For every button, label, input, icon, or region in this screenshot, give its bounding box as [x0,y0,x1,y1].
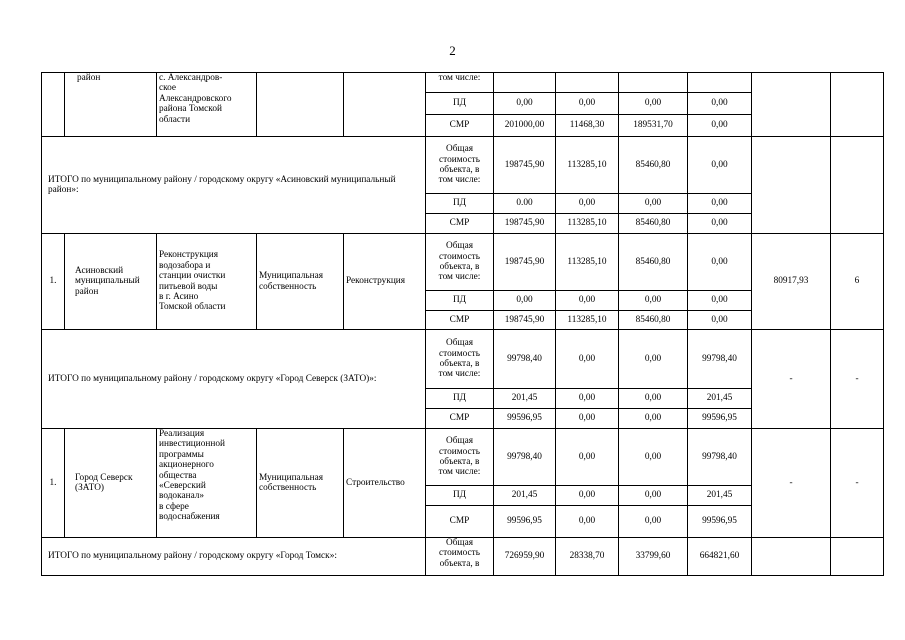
cost-label: том числе: [426,73,494,93]
ownership-cell: Муниципальная собственность [259,271,324,292]
last-col-cell: 6 [831,234,884,330]
table-row: СМР 99596,95 0,00 0,00 99596,95 [42,506,884,538]
table-row: ПД 201,45 0,00 0,00 201,45 [42,486,884,506]
location-cell: с. Александров- ское Александровского района Томской области [159,73,232,125]
page-number: 2 [449,43,456,58]
pd-label: ПД [426,93,494,115]
table-row: 1. Город Северск (ЗАТО) Реализация инвестиционной программы акционерного общества «Северский водоканал» в сфере водоснабжения Муниципальная собственность Строительство Общая стоимость объекта, в том числе: 99798,40 0,00 0,00 99798,40 - - [42,429,884,486]
object-cell: Реконструкция водозабора и станции очистки питьевой воды в г. Асино Томской области [159,250,226,313]
table-row: ПД 0,00 0,00 0,00 0,00 [42,291,884,311]
investment-table [41,72,884,576]
table-row: ПД 201,45 0,00 0,00 201,45 [42,389,884,409]
object-cell: Реализация инвестиционной программы акционерного общества «Северский водоканал» в сфере водоснабжения [159,429,225,523]
smr-label: СМР [426,115,494,137]
table-row: ИТОГО по муниципальному району / городскому округу «Асиновский муниципальный район»: Общая стоимость объекта, в том числе: 198745,90 113285,10 85460,80 0,00 [42,137,884,194]
itogo-label: ИТОГО по муниципальному району / городскому округу «Город Томск»: [42,538,426,576]
table-row: ПД 0,00 0,00 0,00 0,00 [42,93,884,115]
capacity-cell: 80917,93 [752,234,831,330]
itogo-label: ИТОГО по муниципальному району / городскому округу «Асиновский муниципальный район»: [42,137,426,234]
table-row: СМР 99596,95 0,00 0,00 99596,95 [42,409,884,429]
district-cell: Город Северск (ЗАТО) [75,472,133,493]
district-cell: Асиновский муниципальный район [75,265,140,297]
row-number: 1. [42,234,65,330]
table-row: ИТОГО по муниципальному району / городскому округу «Город Северск (ЗАТО)»: Общая стоимость объекта, в том числе: 99798,40 0,00 0,00 99798,40 - - [42,330,884,389]
itogo-label: ИТОГО по муниципальному району / городскому округу «Город Северск (ЗАТО)»: [42,330,426,429]
table-row: ПД 0.00 0,00 0,00 0,00 [42,194,884,214]
row-number: 1. [42,429,65,538]
table-row [42,73,884,93]
work-type-cell: Реконструкция [346,276,406,287]
ownership-cell: Муниципальная собственность [259,472,324,493]
district-cell: район [77,73,101,83]
table-row: ИТОГО по муниципальному району / городскому округу «Город Томск»: Общая стоимость объекта, в 726959,90 28338,70 33799,60 664821,60 [42,538,884,576]
table-row: 1. Асиновский муниципальный район Реконструкция водозабора и станции очистки питьевой воды в г. Асино Томской области Муниципальная собственность Реконструкция Общая стоимость объекта, в том числе: 198745,90 113285,10 85460,80 0,00 80917,93 6 [42,234,884,291]
table-row: СМР 198745,90 113285,10 85460,80 0,00 [42,214,884,234]
table-row: СМР 198745,90 113285,10 85460,80 0,00 [42,311,884,330]
table-row: СМР 201000,00 11468,30 189531,70 0,00 [42,115,884,137]
work-type-cell: Строительство [346,477,405,488]
